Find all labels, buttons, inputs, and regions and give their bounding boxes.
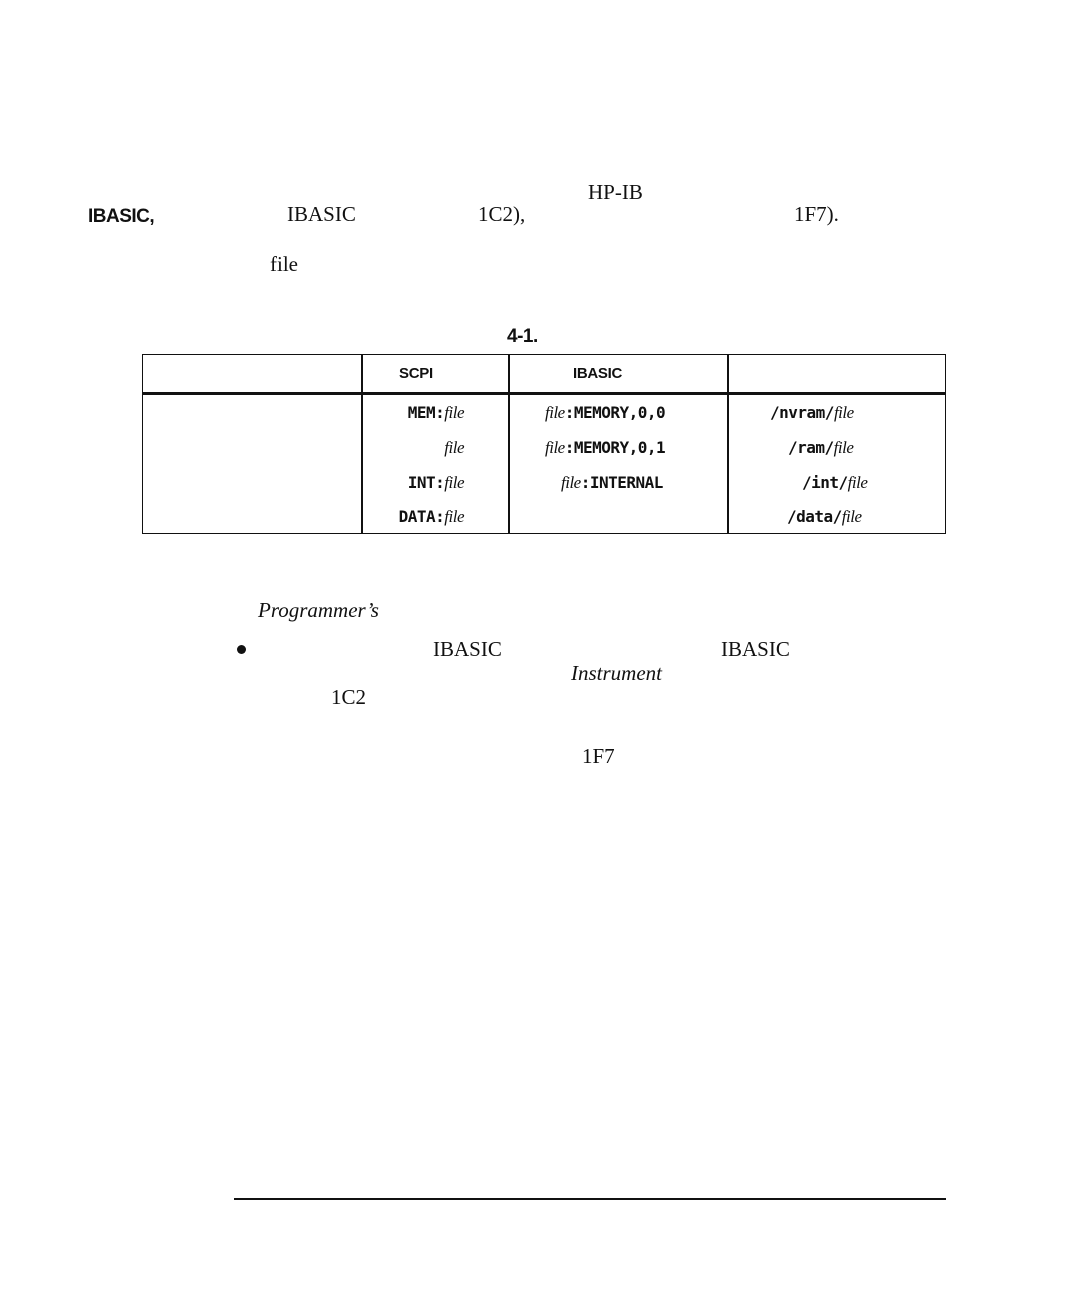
ibasic-bold-text: IBASIC, (88, 206, 155, 227)
reference-1c2: 1C2), (478, 202, 526, 226)
column-divider (508, 355, 510, 533)
reference-1c2-note: 1C2 (331, 685, 367, 709)
bullet-icon (237, 645, 246, 654)
table-row-1-path: /nvram/file (770, 403, 854, 422)
table-row-3-ibasic: file:INTERNAL (561, 473, 663, 492)
table-row-2-path: /ram/file (788, 438, 854, 457)
column-divider (727, 355, 729, 533)
table-row-3-scpi: INT:file (407, 473, 464, 492)
reference-1f7: 1F7). (794, 202, 839, 226)
table-row-4-path: /data/file (787, 507, 862, 526)
table-row-1-ibasic: file:MEMORY,0,0 (545, 403, 666, 422)
file-path-table (142, 354, 946, 534)
file-word: file (270, 252, 298, 276)
ibasic-note-text: IBASIC (433, 637, 502, 661)
hpib-text: HP-IB (588, 180, 643, 204)
header-ibasic: IBASIC (573, 365, 623, 382)
table-row-4-scpi: DATA:file (398, 507, 464, 526)
table-row-3-path: /int/file (802, 473, 868, 492)
header-rule (143, 392, 945, 395)
footer-divider (234, 1198, 946, 1200)
reference-1f7-note: 1F7 (582, 744, 615, 768)
ibasic-text: IBASIC (287, 202, 356, 226)
ibasic-note-text-2: IBASIC (721, 637, 790, 661)
table-row-2-ibasic: file:MEMORY,0,1 (545, 438, 666, 457)
table-row-2-scpi: file (444, 438, 464, 457)
table-caption: 4-1. (507, 326, 538, 347)
header-scpi: SCPI (399, 365, 433, 382)
programmers-text: Programmer’s (258, 598, 379, 622)
table-row-1-scpi: MEM:file (407, 403, 464, 422)
column-divider (361, 355, 363, 533)
instrument-text: Instrument (571, 661, 662, 685)
